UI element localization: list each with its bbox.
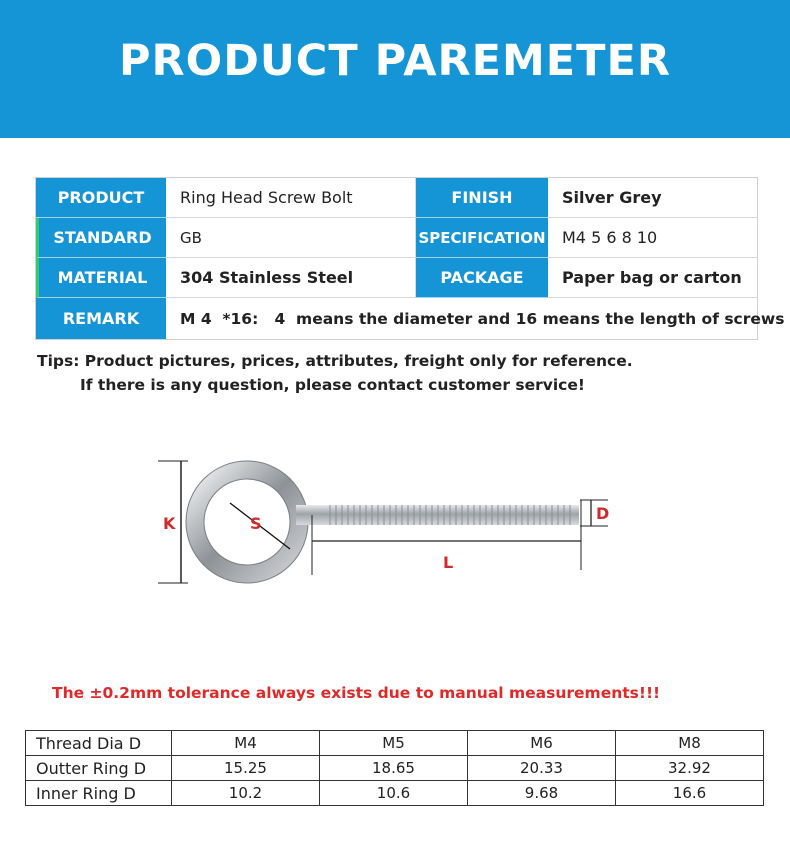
s-label: S: [250, 514, 262, 533]
table-cell: 10.6: [320, 781, 468, 806]
product-value: Ring Head Screw Bolt: [166, 178, 416, 218]
table-cell: 15.25: [172, 756, 320, 781]
table-cell: M8: [616, 731, 764, 756]
table-cell: M4: [172, 731, 320, 756]
tips-line-2: If there is any question, please contact customer service!: [80, 376, 585, 394]
eye-bolt-diagram: [150, 445, 610, 595]
remark-value: M 4 *16: 4 means the diameter and 16 means the length of screws: [180, 309, 785, 328]
l-label: L: [443, 553, 454, 572]
row-head: Inner Ring D: [26, 781, 172, 806]
table-cell: 18.65: [320, 756, 468, 781]
standard-value: GB: [166, 218, 416, 258]
table-cell: 20.33: [468, 756, 616, 781]
row-head: Outter Ring D: [26, 756, 172, 781]
k-label: K: [163, 514, 176, 533]
parameter-table: [35, 177, 785, 340]
finish-label: FINISH: [416, 178, 548, 218]
table-row: [26, 731, 764, 756]
specification-value: M4 5 6 8 10: [548, 218, 757, 258]
remark-label: REMARK: [36, 298, 166, 339]
tolerance-warning: The ±0.2mm tolerance always exists due to manual measurements!!!: [52, 684, 661, 702]
table-cell: 10.2: [172, 781, 320, 806]
row-head: Thread Dia D: [26, 731, 172, 756]
standard-label: STANDARD: [36, 218, 166, 258]
tips-note: [37, 349, 633, 397]
size-table: [25, 730, 764, 806]
table-cell: 16.6: [616, 781, 764, 806]
specification-label: SPECIFICATION: [416, 218, 548, 258]
finish-value: Silver Grey: [548, 178, 757, 218]
table-row: [26, 781, 764, 806]
header-banner: [0, 0, 790, 138]
table-row: [26, 756, 764, 781]
tips-line-1: Tips: Product pictures, prices, attributes, freight only for reference.: [37, 352, 633, 370]
material-value: 304 Stainless Steel: [166, 258, 416, 298]
package-value: Paper bag or carton: [548, 258, 757, 298]
table-cell: 32.92: [616, 756, 764, 781]
table-cell: M6: [468, 731, 616, 756]
product-label: PRODUCT: [36, 178, 166, 218]
bolt-ring: [195, 470, 299, 574]
table-cell: 9.68: [468, 781, 616, 806]
package-label: PACKAGE: [416, 258, 548, 298]
table-cell: M5: [320, 731, 468, 756]
d-label: D: [596, 504, 610, 523]
page-title: PRODUCT PAREMETER: [119, 36, 671, 86]
material-label: MATERIAL: [36, 258, 166, 298]
